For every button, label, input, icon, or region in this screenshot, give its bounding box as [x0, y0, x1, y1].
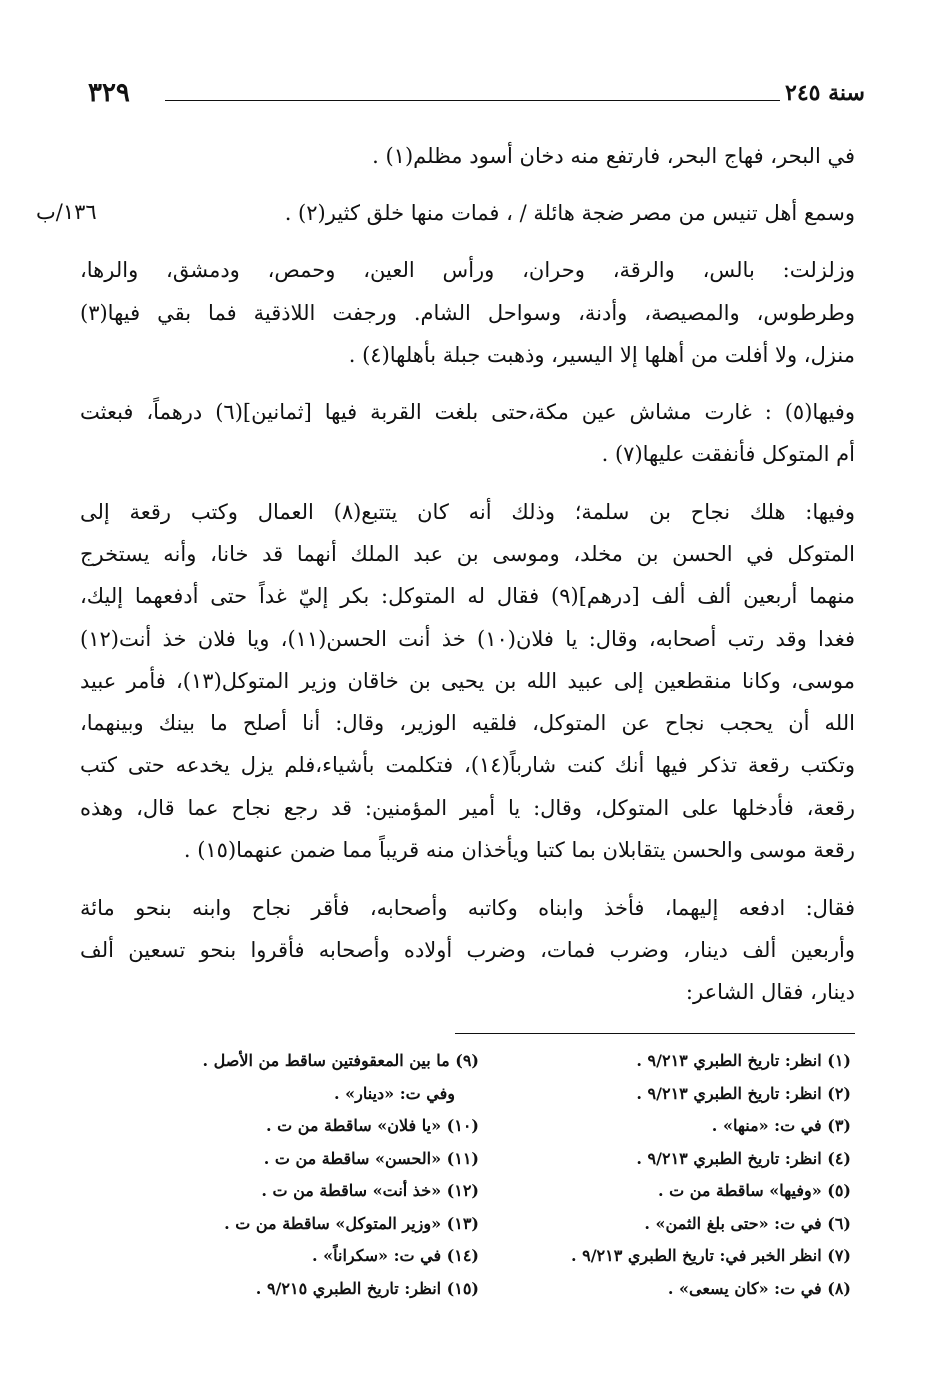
body-line: موسى، وكانا منقطعين إلى عبيد الله بن يحيى بن خاقان وزير المتوكل(١٣)، فأمر عبيد [80, 669, 855, 693]
body-line: فقال: ادفعه إليهما، فأخذ وابناه وكاتبه وأصحابه، فأقر نجاح وابنه بنحو مائة [80, 896, 855, 920]
body-line: فغدا وقد رتب أصحابه، وقال: يا فلان(١٠) خذ أنت الحسن(١١)، ويا فلان خذ أنت(١٢) [80, 627, 855, 651]
body-line: وسمع أهل تنيس من مصر ضجة هائلة / ، فمات منها خلق كثير(٢) . [284, 201, 855, 225]
footnote: (١٥) انظر: تاريخ الطبري ٩/٢١٥ . [255, 1278, 479, 1298]
footnotes-column-left [149, 1048, 479, 1308]
footnote: (١) انظر: تاريخ الطبري ٩/٢١٣ . [636, 1051, 851, 1070]
running-head: سنة ٢٤٥ [785, 80, 865, 106]
body-line: المتوكل في الحسن بن مخلد، وموسى بن عبد الملك أنهما قد خانا، وأنه يستخرج [80, 542, 855, 566]
body-line: أم المتوكل فأنفقت عليها(٧) . [601, 442, 855, 466]
footnote: (٨) في ت: «كان يسعى» . [667, 1278, 851, 1298]
footnote: (٧) انظر الخبر في: تاريخ الطبري ٩/٢١٣ . [570, 1246, 851, 1265]
footnote-rule [455, 1033, 855, 1034]
footnote-continuation: وفي ت: «دينار» . [334, 1083, 455, 1103]
page-number: ٣٢٩ [88, 78, 130, 108]
footnote: (٦) في ت: «حتى بلغ الثمن» . [644, 1213, 851, 1233]
body-line: منزل، ولا أفلت من أهلها إلا اليسير، وذهبت جبلة بأهلها(٤) . [348, 343, 855, 367]
body-line: وطرطوس، والمصيصة، وأدنة، وسواحل الشام. ورجفت اللاذقية فما بقي فيها(٣) [80, 301, 856, 325]
body-line: وتكتب رقعة تذكر فيها أنك كنت شارباً(١٤)، فتكلمت بأشياء،فلم يزل يخدعه حتى كتب [80, 753, 855, 777]
body-line: وفيها: هلك نجاح بن سلمة؛ وذلك أنه كان يتتبع(٨) العمال وكتب رقعة إلى [80, 500, 855, 524]
footnote: (٩) ما بين المعقوفتين ساقط من الأصل . [202, 1051, 479, 1070]
body-line: منهما أربعين ألف ألف [درهم](٩) فقال له المتوكل: بكر إليّ غداً حتى أدفعهما إليك، [80, 584, 856, 608]
body-line: في البحر، فهاج البحر، فارتفع منه دخان أسود مظلم(١) . [372, 144, 855, 168]
manuscript-folio-mark: ١٣٦/ب [36, 200, 97, 224]
body-line: الله أن يحجب نجاح عن المتوكل، فلقيه الوزير، وقال: أنا أصلح ما بينك وبينهما، [80, 711, 855, 735]
footnote: (١٢) «خذ أنت» ساقطة من ت . [261, 1181, 479, 1200]
footnote: (١١) «الحسن» ساقطة من ت . [263, 1148, 479, 1168]
footnote: (٤) انظر: تاريخ الطبري ٩/٢١٣ . [636, 1148, 851, 1168]
footnote: (٣) في ت: «منها» . [711, 1116, 851, 1135]
footnotes-column-right [521, 1048, 851, 1308]
footnote: (٢) انظر: تاريخ الطبري ٩/٢١٣ . [636, 1083, 851, 1103]
body-line: وزلزلت: بالس، والرقة، وحران، ورأس العين، وحمص، ودمشق، والرها، [80, 258, 855, 282]
footnote: (١٤) في ت: «سكراناً» . [312, 1246, 479, 1265]
body-line: رقعة موسى والحسن يتقابلان بما كتبا ويأخذان منه قريباً مما ضمن عنهما(١٥) . [183, 838, 855, 862]
body-line: وأربعين ألف دينار، وضرب فمات، وضرب أولاده وأصحابه فأقروا بنحو تسعين ألف [80, 938, 855, 962]
footnote: (١٠) «يا فلان» ساقطة من ت . [265, 1116, 479, 1135]
header-rule [165, 100, 780, 101]
body-line: رقعة، فأدخلها على المتوكل، وقال: يا أمير المؤمنين: قد رجع نجاح عما قال، وهذه [80, 796, 855, 820]
body-line: وفيها(٥) : غارت مشاش عين مكة،حتى بلغت القربة فيها [ثمانين](٦) درهماً، فبعثت [80, 400, 855, 424]
footnote: (١٣) «وزير المتوكل» ساقطة من ت . [224, 1213, 479, 1233]
footnote: (٥) «وفيها» ساقطة من ت . [657, 1181, 851, 1200]
body-line: دينار، فقال الشاعر: [685, 980, 855, 1004]
